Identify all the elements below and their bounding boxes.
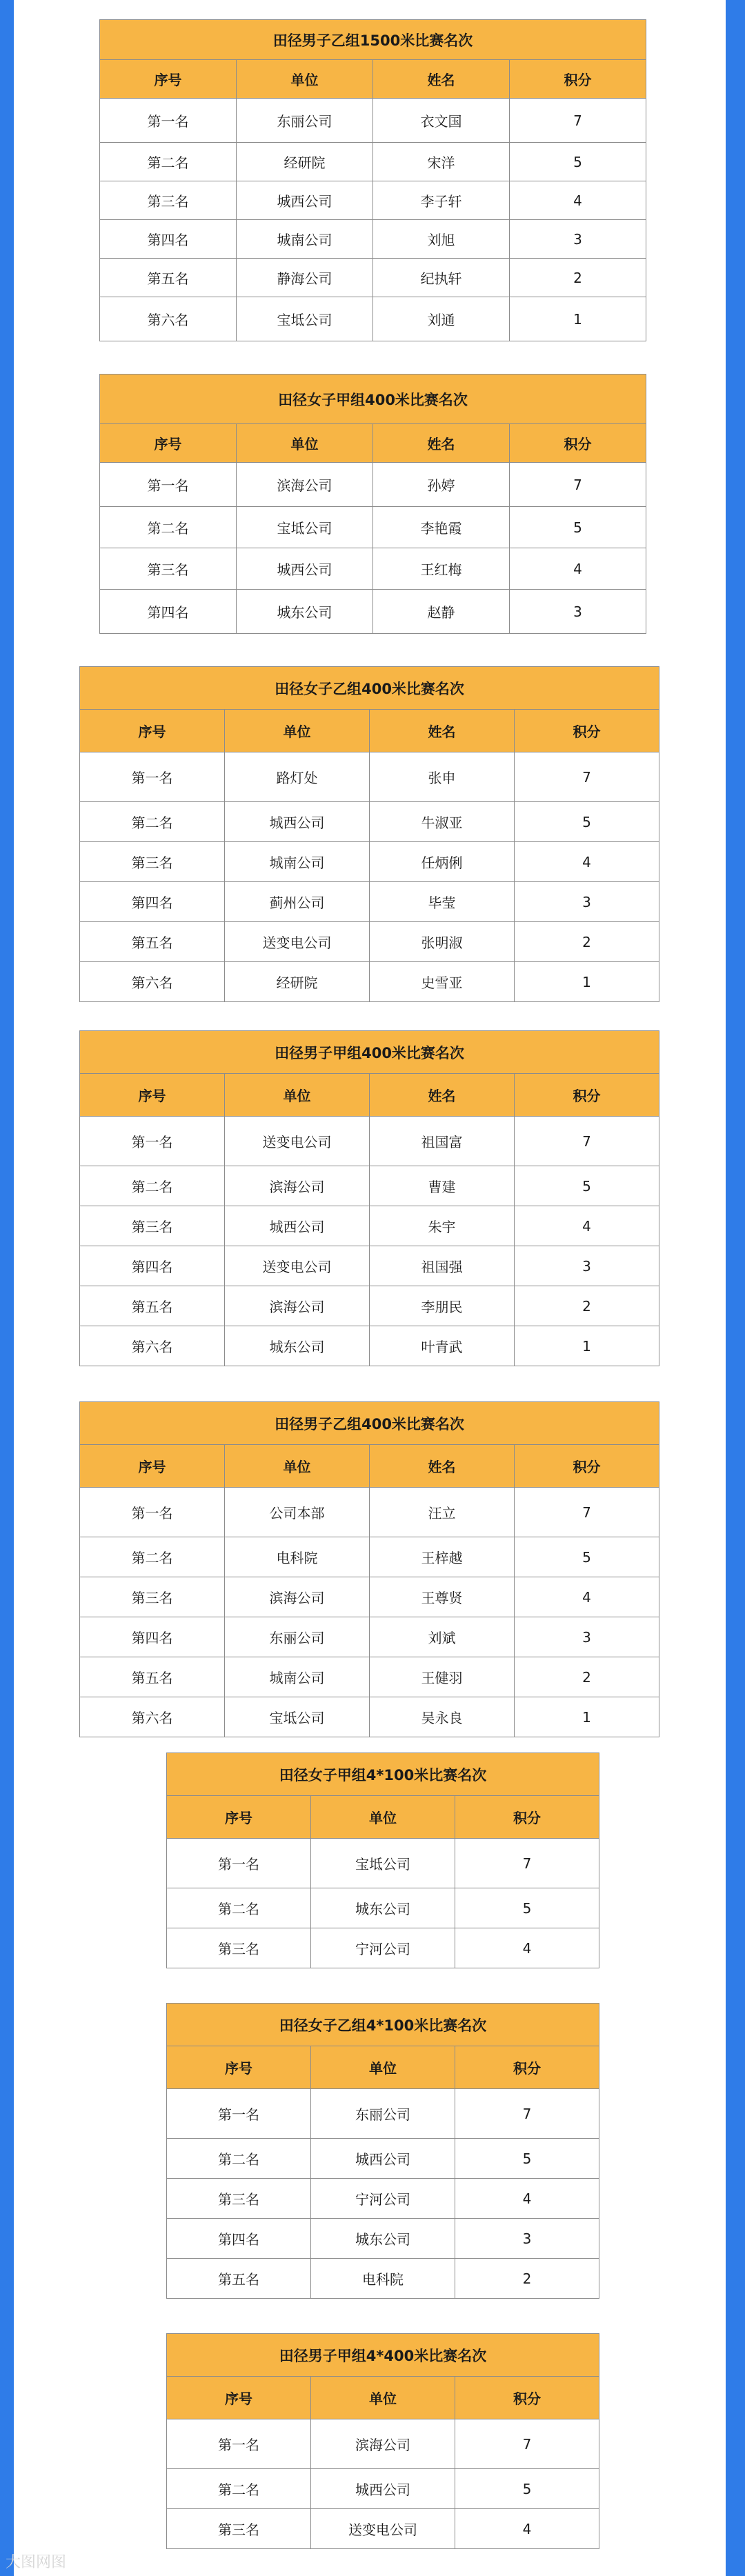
rank-cell: 第一名 — [167, 2419, 311, 2469]
unit-cell: 城西公司 — [237, 181, 373, 220]
table-title: 田径女子甲组400米比赛名次 — [100, 375, 646, 424]
score-cell: 3 — [510, 220, 646, 259]
table-row — [80, 882, 659, 922]
score-cell: 3 — [515, 1246, 659, 1286]
rank-cell: 第三名 — [167, 2509, 311, 2549]
rank-cell: 第四名 — [80, 1246, 225, 1286]
table-row — [80, 1326, 659, 1366]
name-cell: 毕莹 — [370, 882, 515, 922]
rank-cell: 第一名 — [100, 463, 237, 507]
column-header: 积分 — [515, 1074, 659, 1117]
name-cell: 衣文国 — [373, 99, 510, 143]
table-row — [100, 463, 646, 507]
column-header: 积分 — [510, 60, 646, 99]
score-cell: 2 — [515, 1286, 659, 1326]
results-table-men-b-1500m — [99, 19, 646, 341]
unit-cell: 电科院 — [225, 1537, 370, 1577]
results-table-women-b-400m — [79, 666, 659, 1002]
unit-cell: 城西公司 — [225, 802, 370, 842]
table-row — [100, 143, 646, 181]
rank-cell: 第二名 — [80, 802, 225, 842]
name-cell: 朱宇 — [370, 1206, 515, 1246]
left-blue-border — [0, 0, 14, 2576]
column-header: 姓名 — [370, 1074, 515, 1117]
unit-cell: 城西公司 — [225, 1206, 370, 1246]
score-cell: 7 — [455, 1839, 599, 1888]
score-cell: 2 — [515, 922, 659, 962]
name-cell: 任炳俐 — [370, 842, 515, 882]
score-cell: 5 — [510, 507, 646, 548]
score-cell: 1 — [515, 1697, 659, 1737]
score-cell: 5 — [455, 1888, 599, 1928]
rank-cell: 第六名 — [80, 1697, 225, 1737]
table-row — [167, 2469, 599, 2509]
unit-cell: 滨海公司 — [311, 2419, 455, 2469]
unit-cell: 滨海公司 — [237, 463, 373, 507]
unit-cell: 路灯处 — [225, 752, 370, 802]
score-cell: 5 — [455, 2139, 599, 2179]
rank-cell: 第一名 — [80, 1117, 225, 1166]
table-row — [100, 181, 646, 220]
column-header: 单位 — [237, 60, 373, 99]
results-table-men-a-400m — [79, 1030, 659, 1366]
column-header: 姓名 — [373, 60, 510, 99]
score-cell: 4 — [455, 2509, 599, 2549]
table-row — [80, 1206, 659, 1246]
table-title: 田径女子乙组4*100米比赛名次 — [167, 2004, 599, 2046]
unit-cell: 宝坻公司 — [237, 297, 373, 341]
unit-cell: 宝坻公司 — [311, 1839, 455, 1888]
table-row — [100, 590, 646, 634]
score-cell: 1 — [515, 1326, 659, 1366]
score-cell: 3 — [455, 2219, 599, 2259]
score-cell: 7 — [455, 2419, 599, 2469]
score-cell: 3 — [515, 1617, 659, 1657]
name-cell: 牛淑亚 — [370, 802, 515, 842]
rank-cell: 第二名 — [167, 2469, 311, 2509]
unit-cell: 送变电公司 — [225, 1117, 370, 1166]
score-cell: 7 — [510, 463, 646, 507]
column-header: 单位 — [237, 424, 373, 463]
table-title: 田径男子甲组4*400米比赛名次 — [167, 2334, 599, 2377]
unit-cell: 送变电公司 — [311, 2509, 455, 2549]
rank-cell: 第一名 — [80, 752, 225, 802]
name-cell: 孙婷 — [373, 463, 510, 507]
table-row — [167, 2139, 599, 2179]
column-header: 单位 — [225, 1074, 370, 1117]
table-title: 田径男子甲组400米比赛名次 — [80, 1031, 659, 1074]
rank-cell: 第三名 — [80, 1206, 225, 1246]
rank-cell: 第六名 — [80, 962, 225, 1002]
results-table-women-b-4x100m — [166, 2003, 599, 2299]
score-cell: 7 — [515, 752, 659, 802]
column-header: 序号 — [80, 1445, 225, 1488]
unit-cell: 蓟州公司 — [225, 882, 370, 922]
name-cell: 王尊贤 — [370, 1577, 515, 1617]
column-header: 积分 — [455, 1796, 599, 1839]
score-cell: 7 — [515, 1488, 659, 1537]
name-cell: 祖国强 — [370, 1246, 515, 1286]
table-title: 田径男子乙组1500米比赛名次 — [100, 20, 646, 60]
rank-cell: 第六名 — [100, 297, 237, 341]
table-row — [167, 2179, 599, 2219]
column-header: 姓名 — [373, 424, 510, 463]
column-header: 序号 — [167, 2377, 311, 2419]
column-header: 单位 — [225, 1445, 370, 1488]
table-row — [80, 1577, 659, 1617]
unit-cell: 东丽公司 — [237, 99, 373, 143]
column-header: 序号 — [167, 2046, 311, 2089]
right-blue-border — [726, 0, 745, 2576]
table-row — [80, 1117, 659, 1166]
unit-cell: 城西公司 — [311, 2139, 455, 2179]
score-cell: 5 — [515, 802, 659, 842]
rank-cell: 第五名 — [167, 2259, 311, 2299]
score-cell: 5 — [510, 143, 646, 181]
column-header: 单位 — [311, 1796, 455, 1839]
column-header: 积分 — [455, 2377, 599, 2419]
column-header: 姓名 — [370, 1445, 515, 1488]
name-cell: 纪执轩 — [373, 259, 510, 297]
table-row — [80, 842, 659, 882]
name-cell: 曹建 — [370, 1166, 515, 1206]
name-cell: 王红梅 — [373, 548, 510, 590]
unit-cell: 东丽公司 — [311, 2089, 455, 2139]
rank-cell: 第三名 — [100, 181, 237, 220]
table-row — [80, 1657, 659, 1697]
table-row — [100, 99, 646, 143]
column-header: 序号 — [80, 1074, 225, 1117]
score-cell: 4 — [455, 1928, 599, 1968]
results-table-women-a-400m — [99, 374, 646, 634]
rank-cell: 第二名 — [80, 1537, 225, 1577]
table-row — [167, 2419, 599, 2469]
table-row — [80, 1617, 659, 1657]
table-title: 田径女子乙组400米比赛名次 — [80, 667, 659, 710]
rank-cell: 第三名 — [167, 1928, 311, 1968]
unit-cell: 经研院 — [225, 962, 370, 1002]
column-header: 姓名 — [370, 710, 515, 752]
name-cell: 祖国富 — [370, 1117, 515, 1166]
unit-cell: 静海公司 — [237, 259, 373, 297]
column-header: 单位 — [311, 2377, 455, 2419]
rank-cell: 第一名 — [167, 1839, 311, 1888]
score-cell: 1 — [515, 962, 659, 1002]
unit-cell: 送变电公司 — [225, 1246, 370, 1286]
column-header: 序号 — [100, 60, 237, 99]
column-header: 单位 — [225, 710, 370, 752]
score-cell: 4 — [515, 842, 659, 882]
name-cell: 刘斌 — [370, 1617, 515, 1657]
unit-cell: 经研院 — [237, 143, 373, 181]
score-cell: 3 — [510, 590, 646, 634]
rank-cell: 第五名 — [80, 1286, 225, 1326]
score-cell: 3 — [515, 882, 659, 922]
rank-cell: 第三名 — [100, 548, 237, 590]
rank-cell: 第四名 — [80, 882, 225, 922]
unit-cell: 宝坻公司 — [237, 507, 373, 548]
unit-cell: 城南公司 — [225, 842, 370, 882]
name-cell: 王健羽 — [370, 1657, 515, 1697]
name-cell: 李子轩 — [373, 181, 510, 220]
table-row — [80, 802, 659, 842]
column-header: 积分 — [515, 1445, 659, 1488]
table-row — [80, 1286, 659, 1326]
score-cell: 2 — [510, 259, 646, 297]
unit-cell: 滨海公司 — [225, 1286, 370, 1326]
rank-cell: 第二名 — [80, 1166, 225, 1206]
unit-cell: 城东公司 — [225, 1326, 370, 1366]
unit-cell: 东丽公司 — [225, 1617, 370, 1657]
unit-cell: 电科院 — [311, 2259, 455, 2299]
rank-cell: 第一名 — [167, 2089, 311, 2139]
table-row — [80, 1537, 659, 1577]
table-row — [80, 1166, 659, 1206]
score-cell: 4 — [515, 1577, 659, 1617]
table-row — [100, 507, 646, 548]
unit-cell: 宁河公司 — [311, 2179, 455, 2219]
rank-cell: 第五名 — [100, 259, 237, 297]
score-cell: 5 — [455, 2469, 599, 2509]
unit-cell: 送变电公司 — [225, 922, 370, 962]
table-title: 田径女子甲组4*100米比赛名次 — [167, 1753, 599, 1796]
unit-cell: 宁河公司 — [311, 1928, 455, 1968]
rank-cell: 第三名 — [80, 842, 225, 882]
table-row — [80, 1246, 659, 1286]
rank-cell: 第六名 — [80, 1326, 225, 1366]
score-cell: 7 — [455, 2089, 599, 2139]
rank-cell: 第一名 — [100, 99, 237, 143]
unit-cell: 城东公司 — [311, 1888, 455, 1928]
unit-cell: 城东公司 — [237, 590, 373, 634]
results-table-men-b-400m — [79, 1401, 659, 1737]
rank-cell: 第四名 — [100, 220, 237, 259]
table-row — [100, 297, 646, 341]
unit-cell: 宝坻公司 — [225, 1697, 370, 1737]
rank-cell: 第五名 — [80, 922, 225, 962]
table-row — [167, 2259, 599, 2299]
column-header: 序号 — [80, 710, 225, 752]
column-header: 单位 — [311, 2046, 455, 2089]
unit-cell: 公司本部 — [225, 1488, 370, 1537]
rank-cell: 第一名 — [80, 1488, 225, 1537]
unit-cell: 城东公司 — [311, 2219, 455, 2259]
table-row — [100, 548, 646, 590]
watermark: 大图网图 — [6, 2554, 67, 2571]
table-title: 田径男子乙组400米比赛名次 — [80, 1402, 659, 1445]
score-cell: 7 — [510, 99, 646, 143]
name-cell: 刘通 — [373, 297, 510, 341]
name-cell: 王梓越 — [370, 1537, 515, 1577]
rank-cell: 第三名 — [167, 2179, 311, 2219]
rank-cell: 第四名 — [100, 590, 237, 634]
table-row — [167, 2219, 599, 2259]
name-cell: 宋洋 — [373, 143, 510, 181]
unit-cell: 城西公司 — [237, 548, 373, 590]
rank-cell: 第五名 — [80, 1657, 225, 1697]
name-cell: 李朋民 — [370, 1286, 515, 1326]
column-header: 积分 — [510, 424, 646, 463]
table-row — [167, 1928, 599, 1968]
table-row — [80, 752, 659, 802]
name-cell: 李艳霞 — [373, 507, 510, 548]
table-row — [100, 220, 646, 259]
score-cell: 5 — [515, 1537, 659, 1577]
results-table-men-a-4x400m — [166, 2333, 599, 2549]
unit-cell: 城西公司 — [311, 2469, 455, 2509]
score-cell: 2 — [515, 1657, 659, 1697]
rank-cell: 第三名 — [80, 1577, 225, 1617]
score-cell: 4 — [510, 181, 646, 220]
name-cell: 汪立 — [370, 1488, 515, 1537]
column-header: 序号 — [100, 424, 237, 463]
table-row — [80, 1697, 659, 1737]
rank-cell: 第四名 — [167, 2219, 311, 2259]
name-cell: 叶青武 — [370, 1326, 515, 1366]
unit-cell: 滨海公司 — [225, 1166, 370, 1206]
rank-cell: 第二名 — [167, 2139, 311, 2179]
score-cell: 4 — [455, 2179, 599, 2219]
table-row — [167, 1888, 599, 1928]
table-row — [80, 962, 659, 1002]
table-row — [167, 2089, 599, 2139]
results-table-women-a-4x100m — [166, 1753, 599, 1968]
name-cell: 刘旭 — [373, 220, 510, 259]
rank-cell: 第二名 — [100, 507, 237, 548]
name-cell: 张申 — [370, 752, 515, 802]
score-cell: 7 — [515, 1117, 659, 1166]
table-row — [167, 2509, 599, 2549]
name-cell: 张明淑 — [370, 922, 515, 962]
table-row — [167, 1839, 599, 1888]
column-header: 积分 — [455, 2046, 599, 2089]
column-header: 序号 — [167, 1796, 311, 1839]
unit-cell: 城南公司 — [237, 220, 373, 259]
score-cell: 4 — [510, 548, 646, 590]
name-cell: 赵静 — [373, 590, 510, 634]
rank-cell: 第四名 — [80, 1617, 225, 1657]
table-row — [80, 1488, 659, 1537]
name-cell: 吴永良 — [370, 1697, 515, 1737]
table-row — [80, 922, 659, 962]
column-header: 积分 — [515, 710, 659, 752]
unit-cell: 城南公司 — [225, 1657, 370, 1697]
table-row — [100, 259, 646, 297]
score-cell: 5 — [515, 1166, 659, 1206]
rank-cell: 第二名 — [167, 1888, 311, 1928]
score-cell: 2 — [455, 2259, 599, 2299]
score-cell: 4 — [515, 1206, 659, 1246]
score-cell: 1 — [510, 297, 646, 341]
unit-cell: 滨海公司 — [225, 1577, 370, 1617]
rank-cell: 第二名 — [100, 143, 237, 181]
name-cell: 史雪亚 — [370, 962, 515, 1002]
